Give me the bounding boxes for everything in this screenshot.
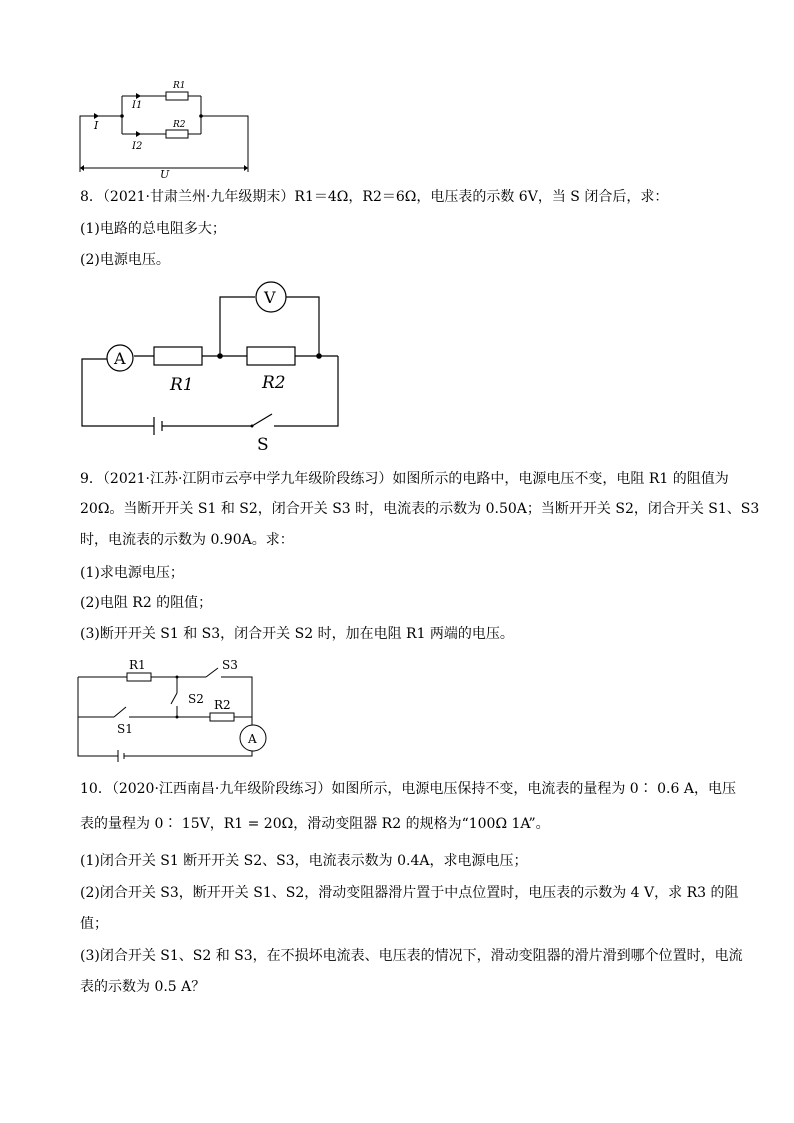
- ammeter-icon: [240, 725, 266, 751]
- label-S3: S3: [222, 658, 238, 672]
- svg-text:V: V: [264, 288, 276, 307]
- label-R1: R1: [129, 658, 146, 672]
- q9-part2: (2)电阻 R2 的阻值；: [80, 595, 213, 611]
- label-R2: R2: [173, 120, 186, 130]
- label-S1: S1: [117, 722, 133, 736]
- q10-part1: (1)闭合开关 S1 断开开关 S2、S3，电流表示数为 0.4A，求电源电压；: [80, 853, 528, 869]
- label-U: U: [160, 168, 170, 181]
- q9-part1: (1)求电源电压；: [80, 565, 184, 581]
- q10-part3-line1: (3)闭合开关 S1、S2 和 S3，在不损坏电流表、电压表的情况下，滑动变阻器的滑片滑到哪个位置时，电流: [80, 948, 743, 964]
- label-I2: I2: [132, 141, 143, 152]
- q10-stem-line1: 10．（2020·江西南昌·九年级阶段练习）如图所示，电源电压保持不变，电流表的量程为 0∶ 0.6 A，电压: [80, 781, 736, 797]
- q8-stem: 8．（2021·甘肃兰州·九年级期末）R1＝4Ω，R2＝6Ω，电压表的示数 6V，当 S 闭合后，求：: [80, 189, 669, 205]
- svg-text:A: A: [248, 732, 257, 746]
- label-I1: I1: [132, 100, 143, 111]
- q9-stem-line1: 9．（2021·江苏·江阴市云亭中学九年级阶段练习）如图所示的电路中，电源电压不变，电阻 R1 的阻值为: [80, 471, 729, 487]
- label-R1: R1: [173, 81, 186, 91]
- q9-stem-line3: 时，电流表的示数为 0.90A。求：: [80, 532, 294, 548]
- q10-part2-line1: (2)闭合开关 S3，断开开关 S1、S2，滑动变阻器滑片置于中点位置时，电压表的示数为 4 V，求 R3 的阻: [80, 885, 739, 901]
- q8-part1: (1)电路的总电阻多大；: [80, 221, 226, 237]
- q9-part3: (3)断开开关 S1 和 S3，闭合开关 S2 时，加在电阻 R1 两端的电压。: [80, 626, 514, 642]
- q10-part2-line2: 值；: [80, 916, 108, 932]
- label-R2: R2: [262, 373, 286, 393]
- label-R2: R2: [214, 698, 231, 712]
- svg-text:A: A: [114, 349, 126, 368]
- q10-stem-line2: 表的量程为 0∶ 15V，R1 = 20Ω，滑动变阻器 R2 的规格为“100Ω 1A”。: [80, 816, 550, 832]
- q10-part3-line2: 表的示数为 0.5 A？: [80, 979, 206, 995]
- label-S: S: [257, 435, 269, 455]
- q9-stem-line2: 20Ω。当断开开关 S1 和 S2，闭合开关 S3 时，电流表的示数为 0.50A；当断开开关 S2，闭合开关 S1、S3: [80, 501, 760, 517]
- q8-part2: (2)电源电压。: [80, 252, 170, 268]
- label-S2: S2: [188, 692, 204, 706]
- label-R1: R1: [170, 375, 194, 395]
- label-I: I: [94, 119, 99, 132]
